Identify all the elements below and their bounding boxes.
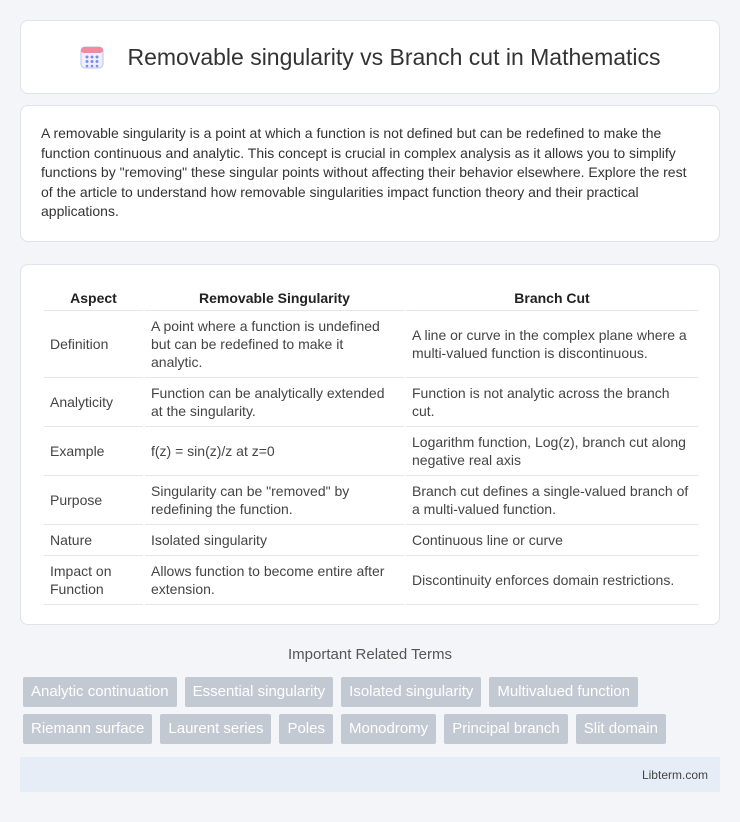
cell-removable: Function can be analytically extended at the singularity. <box>145 378 404 427</box>
cell-branch: Branch cut defines a single-valued branch of a multi-valued function. <box>406 476 698 525</box>
tag-riemann-surface[interactable]: Riemann surface <box>23 714 152 744</box>
table-row <box>44 378 698 427</box>
tag-slit-domain[interactable]: Slit domain <box>576 714 666 744</box>
cell-aspect: Definition <box>44 311 143 378</box>
cell-removable: Allows function to become entire after extension. <box>145 556 404 605</box>
related-terms-list <box>23 677 723 744</box>
table-row <box>44 525 698 556</box>
header-card <box>20 20 720 94</box>
table-row <box>44 427 698 476</box>
header-aspect: Aspect <box>44 285 143 311</box>
cell-branch: A line or curve in the complex plane where a multi-valued function is discontinuous. <box>406 311 698 378</box>
related-terms-title: Important Related Terms <box>288 646 452 663</box>
tag-multivalued-function[interactable]: Multivalued function <box>489 677 638 707</box>
cell-removable: A point where a function is undefined but can be redefined to make it analytic. <box>145 311 404 378</box>
tag-essential-singularity[interactable]: Essential singularity <box>185 677 334 707</box>
intro-card <box>20 105 720 242</box>
table-row <box>44 476 698 525</box>
footer <box>20 757 720 792</box>
cell-removable: Singularity can be "removed" by redefining the function. <box>145 476 404 525</box>
table-row <box>44 556 698 605</box>
table-row <box>44 311 698 378</box>
comparison-table <box>42 285 700 605</box>
tag-poles[interactable]: Poles <box>279 714 333 744</box>
calendar-grid-icon <box>79 44 105 70</box>
tag-analytic-continuation[interactable]: Analytic continuation <box>23 677 177 707</box>
tag-isolated-singularity[interactable]: Isolated singularity <box>341 677 481 707</box>
cell-branch: Logarithm function, Log(z), branch cut along negative real axis <box>406 427 698 476</box>
tag-laurent-series[interactable]: Laurent series <box>160 714 271 744</box>
cell-branch: Discontinuity enforces domain restrictions. <box>406 556 698 605</box>
page-title: Removable singularity vs Branch cut in Mathematics <box>127 43 661 70</box>
tag-monodromy[interactable]: Monodromy <box>341 714 436 744</box>
cell-removable: Isolated singularity <box>145 525 404 556</box>
cell-aspect: Nature <box>44 525 143 556</box>
intro-text: A removable singularity is a point at which a function is not defined but can be redefined to make the function continuous and analytic. This concept is crucial in complex analysis as it allows you to simplify functions by "removing" these singular points without affecting their behavior elsewhere. Explore the rest of the article to understand how removable singularities impact function theory and their practical applications. <box>41 125 687 220</box>
cell-aspect: Impact on Function <box>44 556 143 605</box>
cell-removable: f(z) = sin(z)/z at z=0 <box>145 427 404 476</box>
header-removable-singularity: Removable Singularity <box>145 285 404 311</box>
cell-aspect: Example <box>44 427 143 476</box>
cell-branch: Continuous line or curve <box>406 525 698 556</box>
cell-aspect: Purpose <box>44 476 143 525</box>
footer-brand[interactable]: Libterm.com <box>641 767 708 782</box>
comparison-table-card <box>20 264 720 625</box>
header-branch-cut: Branch Cut <box>406 285 698 311</box>
cell-branch: Function is not analytic across the branch cut. <box>406 378 698 427</box>
tag-principal-branch[interactable]: Principal branch <box>444 714 568 744</box>
table-header-row <box>44 285 698 311</box>
cell-aspect: Analyticity <box>44 378 143 427</box>
